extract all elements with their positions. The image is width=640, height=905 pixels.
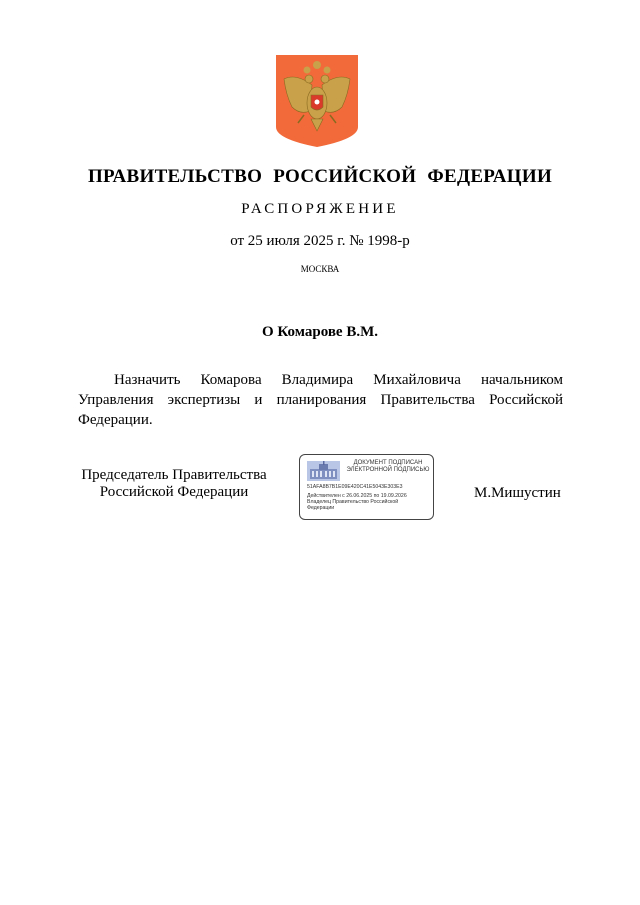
government-title: ПРАВИТЕЛЬСТВО РОССИЙСКОЙ ФЕДЕРАЦИИ [87,166,553,187]
signer-position-line1: Председатель Правительства [81,467,267,483]
stamp-title [344,460,432,474]
stamp-title-line2: ЭЛЕКТРОННОЙ ПОДПИСЬЮ [346,467,430,473]
stamp-validity: Действителен с 26.06.2025 по 19.09.2026 [307,493,407,499]
stamp-title-line1: ДОКУМЕНТ ПОДПИСАН [353,460,423,466]
electronic-signature-stamp [299,454,434,520]
signer-position-line2: Российской Федерации [99,484,249,500]
signer-name: М.Мишустин [474,485,561,501]
stamp-owner-cont: Федерации [307,505,335,511]
signer-position [74,467,274,501]
government-building-icon [307,461,340,481]
stamp-certificate: 51AFA8B7B1E09E420C41E5043E303E3 [307,484,403,490]
document-subject: О Комарове В.М. [261,324,378,340]
document-type: РАСПОРЯЖЕНИЕ [241,201,399,217]
coat-of-arms-icon [276,55,358,147]
document-date-number: от 25 июля 2025 г. № 1998-р [230,233,410,249]
document-body: Назначить Комарова Владимира Михайловича начальником Управления экспертизы и планирования Правительства Российской Федерации. [78,372,563,428]
document-city: МОСКВА [300,264,340,274]
stamp-owner: Владелец Правительство Российской [307,499,399,505]
